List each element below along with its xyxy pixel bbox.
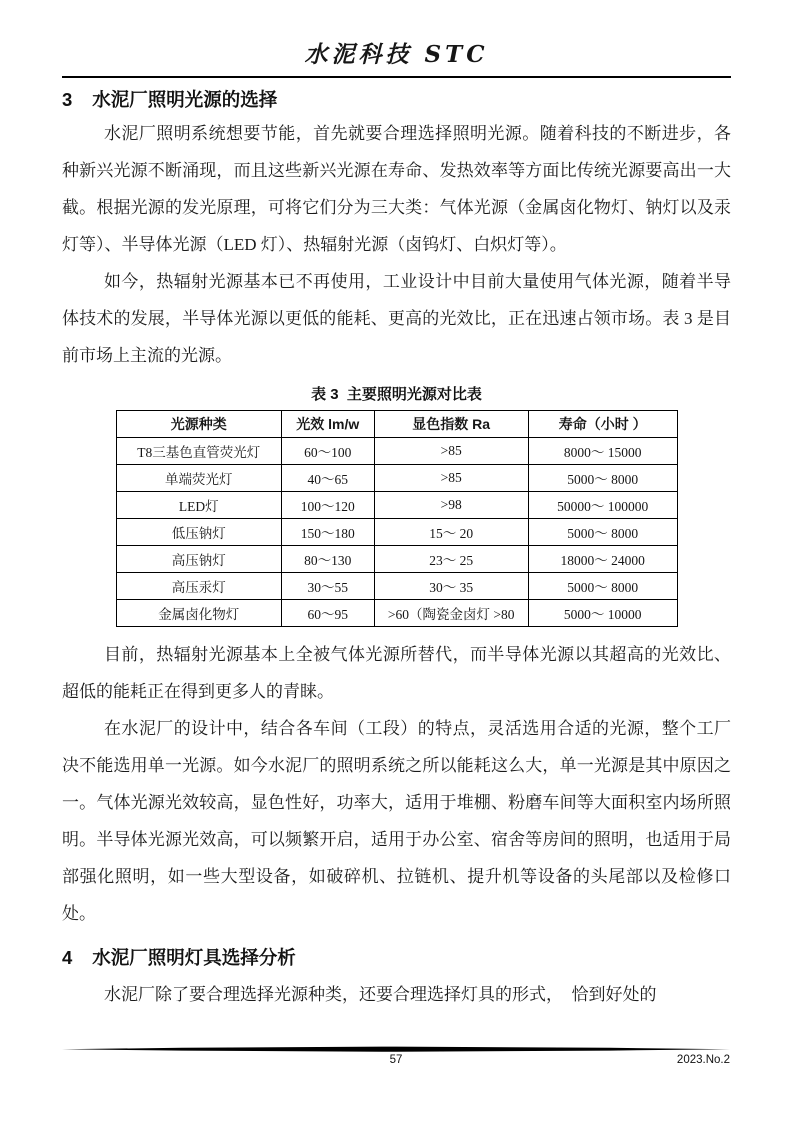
table-cell: >98 (374, 492, 528, 519)
section-3-heading (62, 85, 731, 115)
paragraph-3: 目前，热辐射光源基本上全被气体光源所替代，而半导体光源以其超高的光效比、超低的能耗正在得到更多人的青睐。 (62, 645, 731, 701)
table-row (116, 546, 677, 573)
table-cell: LED灯 (116, 492, 281, 519)
table-cell: 高压钠灯 (116, 546, 281, 573)
paragraph-4: 在水泥厂的设计中，结合各车间（工段）的特点，灵活选用合适的光源，整个工厂决不能选用单一光源。如今水泥厂的照明系统之所以能耗这么大，单一光源是其中原因之一。气体光源光效较高，显色性好，功率大，适用于堆棚、粉磨车间等大面积室内场所照明。半导体光源光效高，可以频繁开启，适用于办公室、宿舍等房间的照明，也适用于局部强化照明，如一些大型设备，如破碎机、拉链机、提升机等设备的头尾部以及检修口处。 (62, 719, 731, 923)
footer-row (62, 1054, 730, 1070)
table-cell: 5000～ 8000 (528, 519, 677, 546)
light-source-table (116, 410, 678, 627)
table-cell: >85 (374, 438, 528, 465)
section-3-number: 3 (62, 89, 73, 110)
table-header-cell: 光效 lm/w (281, 411, 374, 438)
table-cell: 高压汞灯 (116, 573, 281, 600)
page-number: 57 (389, 1054, 403, 1066)
paragraph-5: 水泥厂除了要合理选择光源种类，还要合理选择灯具的形式， 恰到好处的 (104, 985, 657, 1004)
page-footer (62, 1046, 730, 1070)
table-cell: 30～55 (281, 573, 374, 600)
footer-rule (62, 1046, 730, 1053)
table-cell: 60～100 (281, 438, 374, 465)
table-cell: 100～120 (281, 492, 374, 519)
paragraph-1: 水泥厂照明系统想要节能，首先就要合理选择照明光源。随着科技的不断进步，各种新兴光源不断涌现，而且这些新兴光源在寿命、发热效率等方面比传统光源要高出一大截。根据光源的发光原理，可将它们分为三大类：气体光源（金属卤化物灯、钠灯以及汞灯等）、半导体光源（LED 灯）、热辐射光源（卤钨灯、白炽灯等）。 (62, 124, 731, 254)
table-cell: 5000～ 10000 (528, 600, 677, 627)
section-4-number: 4 (62, 947, 73, 968)
table-cell: 15～ 20 (374, 519, 528, 546)
table-cell: T8三基色直管荧光灯 (116, 438, 281, 465)
table-cell: 5000～ 8000 (528, 465, 677, 492)
table-row (116, 519, 677, 546)
table-cell: 单端荧光灯 (116, 465, 281, 492)
table-cell: 80～130 (281, 546, 374, 573)
paragraph-2: 如今，热辐射光源基本已不再使用，工业设计中目前大量使用气体光源，随着半导体技术的发展，半导体光源以更低的能耗、更高的光效比，正在迅速占领市场。表 3 是目前市场上主流的光源。 (62, 272, 731, 365)
table-caption: 表 3 主要照明光源对比表 (311, 386, 482, 403)
table-header-cell: 显色指数 Ra (374, 411, 528, 438)
table-cell: 23～ 25 (374, 546, 528, 573)
table-cell: 18000～ 24000 (528, 546, 677, 573)
section-4-heading (62, 943, 731, 973)
table-row (116, 600, 677, 627)
table-cell: 50000～ 100000 (528, 492, 677, 519)
table-header-row (116, 411, 677, 438)
table-cell: >85 (374, 465, 528, 492)
table-cell: 30～ 35 (374, 573, 528, 600)
table-cell: 金属卤化物灯 (116, 600, 281, 627)
header-rule (62, 76, 731, 78)
table-cell: 低压钠灯 (116, 519, 281, 546)
table-cell: 40～65 (281, 465, 374, 492)
table-cell: 5000～ 8000 (528, 573, 677, 600)
table-header-cell: 光源种类 (116, 411, 281, 438)
table-cell: 60～95 (281, 600, 374, 627)
table-cell: >60（陶瓷金卤灯 >80 (374, 600, 528, 627)
section-4-title: 水泥厂照明灯具选择分析 (92, 947, 296, 968)
issue-number: 2023.No.2 (676, 1054, 730, 1066)
table-row (116, 465, 677, 492)
table-row (116, 492, 677, 519)
journal-title: 水泥科技 STC (304, 41, 489, 68)
table-header-cell: 寿命（小时 ） (528, 411, 677, 438)
table-cell: 8000～ 15000 (528, 438, 677, 465)
table-row (116, 573, 677, 600)
section-3-title: 水泥厂照明光源的选择 (92, 89, 278, 110)
table-cell: 150～180 (281, 519, 374, 546)
table-row (116, 438, 677, 465)
